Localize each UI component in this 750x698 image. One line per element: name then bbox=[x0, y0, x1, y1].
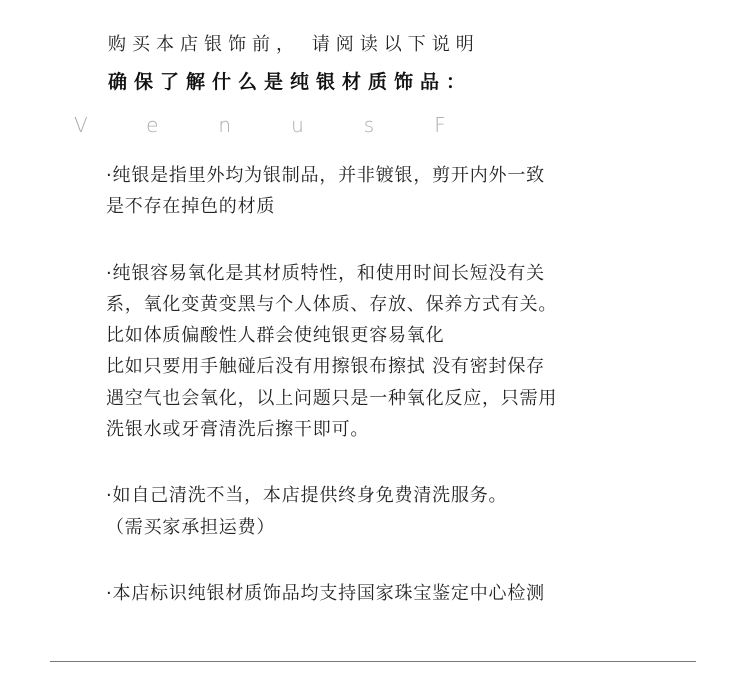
header-line-2: 确保了解什么是纯银材质饰品： bbox=[108, 71, 473, 93]
paragraph-oxidation bbox=[106, 258, 666, 446]
notice-content bbox=[106, 160, 666, 644]
paragraph-certification bbox=[106, 578, 666, 609]
paragraph-line: ·如自己清洗不当，本店提供终身免费清洗服务。 bbox=[106, 485, 508, 507]
paragraph-line: ·本店标识纯银材质饰品均支持国家珠宝鉴定中心检测 bbox=[106, 582, 545, 604]
brand-logo-text: VenusF bbox=[74, 113, 506, 137]
paragraph-line: 洗银水或牙膏清洗后擦干即可。 bbox=[106, 419, 370, 441]
bottom-divider bbox=[50, 661, 696, 662]
paragraph-cleaning-service bbox=[106, 480, 666, 543]
paragraph-line: 比如只要用手触碰后没有用擦银布擦拭 没有密封保存 bbox=[106, 356, 545, 378]
paragraph-line: ·纯银容易氧化是其材质特性，和使用时间长短没有关 bbox=[106, 262, 545, 284]
header-line-1: 购买本店银饰前， 请阅读以下说明 bbox=[108, 34, 480, 55]
paragraph-line: 比如体质偏酸性人群会使纯银更容易氧化 bbox=[106, 325, 445, 347]
paragraph-silver-definition bbox=[106, 160, 666, 223]
paragraph-line: 遇空气也会氧化，以上问题只是一种氧化反应，只需用 bbox=[106, 387, 558, 409]
paragraph-line: 系，氧化变黄变黑与个人体质、存放、保养方式有关。 bbox=[106, 293, 558, 315]
paragraph-line: （需买家承担运费） bbox=[106, 516, 276, 538]
paragraph-line: 是不存在掉色的材质 bbox=[106, 196, 276, 218]
paragraph-line: ·纯银是指里外均为银制品，并非镀银，剪开内外一致 bbox=[106, 165, 545, 186]
